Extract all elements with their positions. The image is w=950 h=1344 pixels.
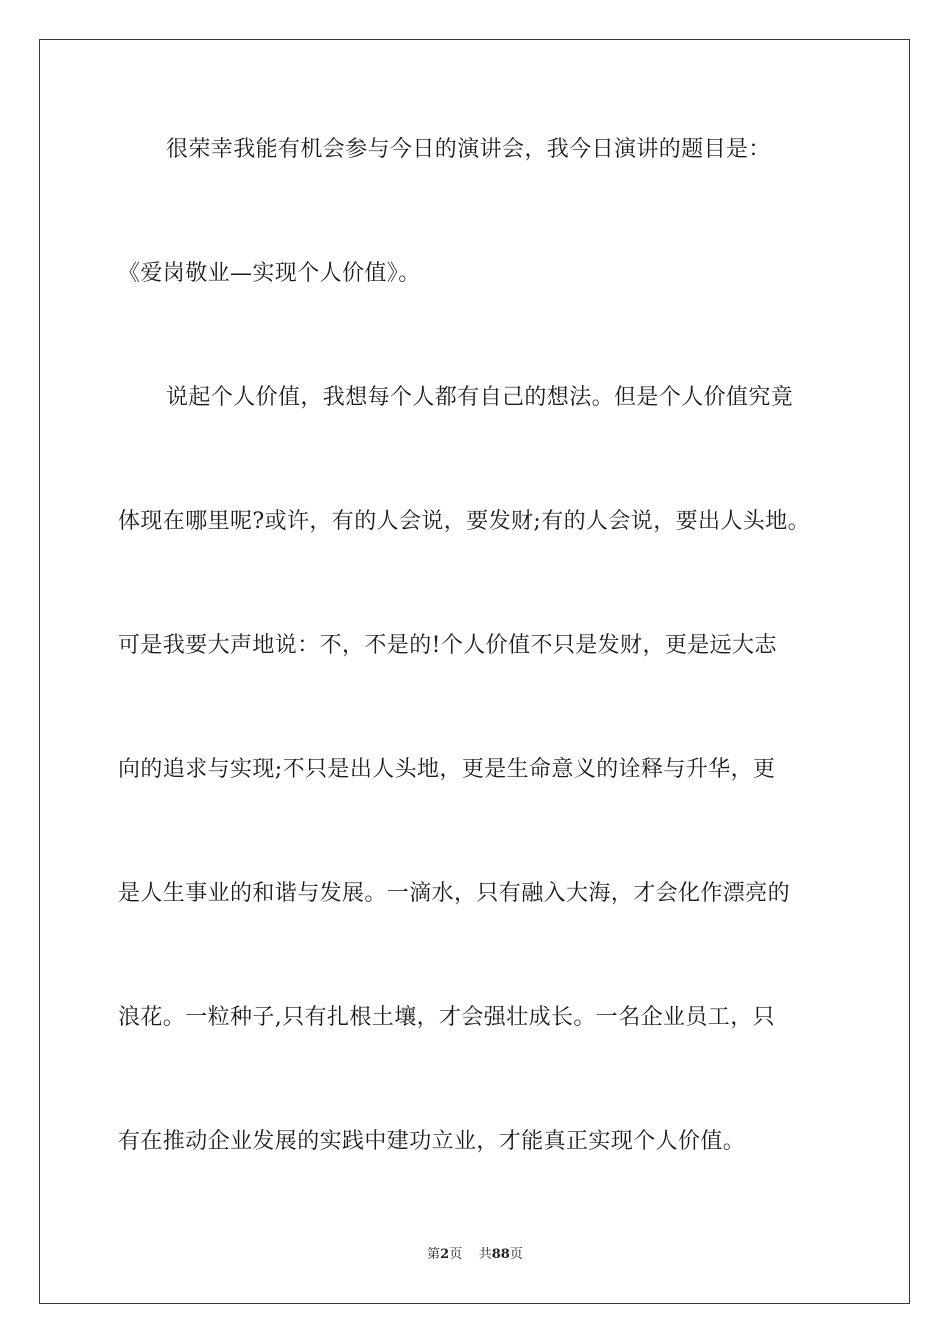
paragraph-2-line-4: 向的追求与实现;不只是出人头地，更是生命意义的诠释与升华，更: [118, 757, 776, 782]
paragraph-1-line-1: 很荣幸我能有机会参与今日的演讲会，我今日演讲的题目是：: [166, 137, 771, 162]
paragraph-2-line-3: 可是我要大声地说：不，不是的!个人价值不只是发财，更是远大志: [118, 633, 777, 658]
total-pages: 88: [491, 1247, 510, 1262]
paragraph-2-line-5: 是人生事业的和谐与发展。一滴水，只有融入大海，才会化作漂亮的: [118, 881, 791, 906]
page-suffix: 页: [449, 1247, 463, 1262]
total-prefix: 共: [478, 1247, 492, 1262]
total-suffix: 页: [509, 1247, 523, 1262]
paragraph-2-line-6: 浪花。一粒种子,只有扎根土壤，才会强壮成长。一名企业员工，只: [118, 1005, 775, 1030]
paragraph-2-line-1: 说起个人价值，我想每个人都有自己的想法。但是个人价值究竟: [166, 385, 794, 410]
page-number: 2: [440, 1247, 450, 1262]
page-footer: [0, 1246, 950, 1264]
paragraph-1-line-2: 《爱岗敬业—实现个人价值》。: [118, 261, 421, 286]
page-prefix: 第: [427, 1247, 441, 1262]
paragraph-2-line-7: 有在推动企业发展的实践中建功立业，才能真正实现个人价值。: [118, 1129, 746, 1154]
paragraph-2-line-2: 体现在哪里呢?或许，有的人会说，要发财;有的人会说，要出人头地。: [118, 509, 811, 534]
